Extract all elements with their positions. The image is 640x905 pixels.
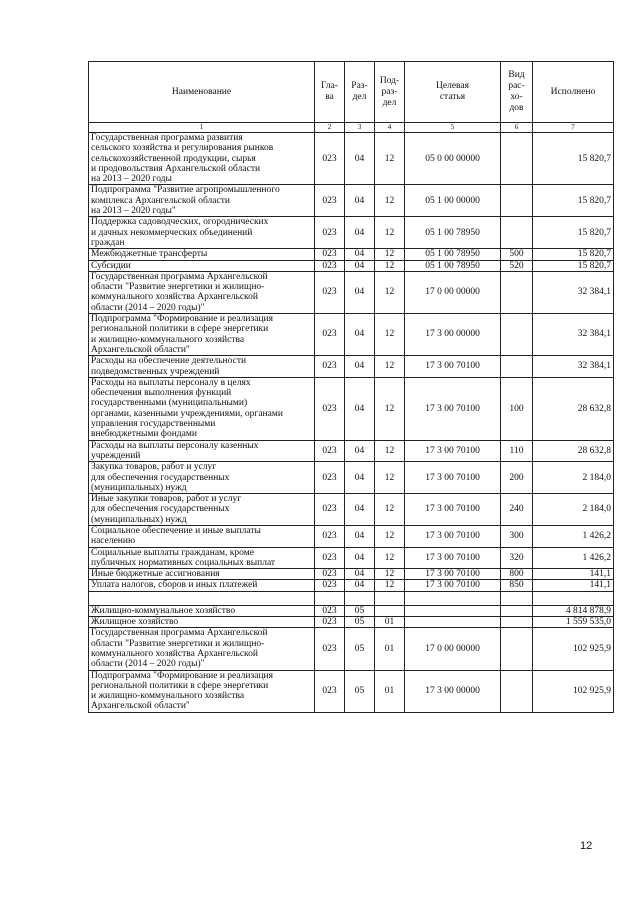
table-row — [89, 314, 614, 356]
column-number: 7 — [533, 123, 614, 133]
row-glava: 023 — [315, 569, 345, 580]
row-value: 1 426,2 — [533, 547, 614, 569]
row-vid — [501, 271, 533, 313]
row-value: 2 184,0 — [533, 494, 614, 526]
row-razdel: 05 — [345, 628, 375, 670]
row-name: Уплата налогов, сборов и иных платежей — [89, 580, 315, 591]
table-row — [89, 525, 614, 547]
column-number: 2 — [315, 123, 345, 133]
row-target: 17 3 00 00000 — [405, 314, 501, 356]
row-razdel: 04 — [345, 217, 375, 249]
row-value: 32 384,1 — [533, 356, 614, 378]
row-name: Государственная программа Архангельской области "Развитие энергетики и жилищно- коммунального хозяйства Архангельской области (2014 – 2020 годы)" — [89, 271, 315, 313]
table-row — [89, 617, 614, 628]
row-podrazdel: 12 — [375, 185, 405, 217]
row-vid: 520 — [501, 260, 533, 271]
row-vid: 800 — [501, 569, 533, 580]
row-razdel: 04 — [345, 314, 375, 356]
row-razdel: 05 — [345, 670, 375, 712]
header-target: Целевая статья — [405, 62, 501, 123]
row-podrazdel: 12 — [375, 356, 405, 378]
row-glava — [315, 591, 345, 605]
row-vid — [501, 617, 533, 628]
row-vid — [501, 133, 533, 185]
table-row — [89, 670, 614, 712]
row-vid — [501, 314, 533, 356]
row-podrazdel: 12 — [375, 462, 405, 494]
row-value: 141,1 — [533, 580, 614, 591]
budget-table — [88, 61, 614, 713]
row-glava: 023 — [315, 494, 345, 526]
row-razdel: 04 — [345, 271, 375, 313]
row-vid: 240 — [501, 494, 533, 526]
row-value — [533, 591, 614, 605]
row-glava: 023 — [315, 440, 345, 462]
row-razdel: 04 — [345, 494, 375, 526]
row-podrazdel: 12 — [375, 260, 405, 271]
row-value: 32 384,1 — [533, 314, 614, 356]
row-target: 17 3 00 00000 — [405, 670, 501, 712]
row-glava: 023 — [315, 580, 345, 591]
row-name: Расходы на выплаты персоналу казенных учреждений — [89, 440, 315, 462]
row-target: 05 1 00 78950 — [405, 260, 501, 271]
row-target: 17 3 00 70100 — [405, 525, 501, 547]
row-razdel: 04 — [345, 185, 375, 217]
row-glava: 023 — [315, 547, 345, 569]
column-number: 6 — [501, 123, 533, 133]
header-razdel: Раз- дел — [345, 62, 375, 123]
row-glava: 023 — [315, 133, 345, 185]
table-row — [89, 377, 614, 440]
column-number: 4 — [375, 123, 405, 133]
row-value: 15 820,7 — [533, 217, 614, 249]
row-name: Жилищное хозяйство — [89, 617, 315, 628]
row-vid: 100 — [501, 377, 533, 440]
row-name: Закупка товаров, работ и услуг для обеспечения государственных (муниципальных) нужд — [89, 462, 315, 494]
row-vid: 200 — [501, 462, 533, 494]
table-row — [89, 133, 614, 185]
row-podrazdel: 01 — [375, 670, 405, 712]
row-name: Подпрограмма "Развитие агропромышленного комплекса Архангельской области на 2013 – 2020 годы" — [89, 185, 315, 217]
row-name: Субсидии — [89, 260, 315, 271]
row-value: 2 184,0 — [533, 462, 614, 494]
row-name: Иные бюджетные ассигнования — [89, 569, 315, 580]
row-target: 17 0 00 00000 — [405, 271, 501, 313]
row-glava: 023 — [315, 617, 345, 628]
row-glava: 023 — [315, 314, 345, 356]
table-row — [89, 185, 614, 217]
row-vid — [501, 628, 533, 670]
row-name: Жилищно-коммунальное хозяйство — [89, 605, 315, 616]
row-value: 28 632,8 — [533, 377, 614, 440]
row-value: 141,1 — [533, 569, 614, 580]
row-podrazdel: 12 — [375, 580, 405, 591]
row-vid: 110 — [501, 440, 533, 462]
row-glava: 023 — [315, 185, 345, 217]
row-podrazdel: 12 — [375, 217, 405, 249]
row-name: Государственная программа развития сельского хозяйства и регулирования рынков сельскохозяйственной продукции, сырья и продовольствия Архангельской области на 2013 – 2020 годы — [89, 133, 315, 185]
header-glava: Гла- ва — [315, 62, 345, 123]
row-target: 05 1 00 78950 — [405, 249, 501, 260]
row-podrazdel: 12 — [375, 547, 405, 569]
row-value: 102 925,9 — [533, 628, 614, 670]
row-target — [405, 591, 501, 605]
row-glava: 023 — [315, 249, 345, 260]
row-vid — [501, 670, 533, 712]
table-row — [89, 591, 614, 605]
column-number: 5 — [405, 123, 501, 133]
row-vid — [501, 591, 533, 605]
row-name: Социальные выплаты гражданам, кроме публичных нормативных социальных выплат — [89, 547, 315, 569]
table-body — [89, 133, 614, 713]
row-value: 28 632,8 — [533, 440, 614, 462]
row-razdel: 04 — [345, 440, 375, 462]
row-razdel: 05 — [345, 605, 375, 616]
row-name: Поддержка садоводческих, огороднических и дачных некоммерческих объединений граждан — [89, 217, 315, 249]
column-number: 1 — [89, 123, 315, 133]
row-razdel — [345, 591, 375, 605]
row-razdel: 04 — [345, 547, 375, 569]
row-glava: 023 — [315, 462, 345, 494]
row-razdel: 04 — [345, 133, 375, 185]
row-value: 15 820,7 — [533, 260, 614, 271]
header-row — [89, 62, 614, 123]
row-name: Подпрограмма "Формирование и реализация региональной политики в сфере энергетики и жилищно-коммунального хозяйства Архангельской области" — [89, 670, 315, 712]
table-row — [89, 605, 614, 616]
row-podrazdel: 12 — [375, 440, 405, 462]
row-value: 15 820,7 — [533, 133, 614, 185]
row-target — [405, 605, 501, 616]
row-vid: 300 — [501, 525, 533, 547]
row-glava: 023 — [315, 217, 345, 249]
row-glava: 023 — [315, 525, 345, 547]
row-razdel: 05 — [345, 617, 375, 628]
row-vid — [501, 605, 533, 616]
row-value: 1 426,2 — [533, 525, 614, 547]
row-target: 17 3 00 70100 — [405, 569, 501, 580]
row-target: 17 3 00 70100 — [405, 440, 501, 462]
row-podrazdel: 12 — [375, 271, 405, 313]
table-row — [89, 494, 614, 526]
table-row — [89, 547, 614, 569]
row-value: 15 820,7 — [533, 185, 614, 217]
row-name — [89, 591, 315, 605]
row-glava: 023 — [315, 271, 345, 313]
row-vid: 500 — [501, 249, 533, 260]
row-name: Межбюджетные трансферты — [89, 249, 315, 260]
row-target: 17 3 00 70100 — [405, 580, 501, 591]
row-podrazdel: 12 — [375, 569, 405, 580]
row-razdel: 04 — [345, 356, 375, 378]
row-podrazdel: 12 — [375, 249, 405, 260]
row-vid: 850 — [501, 580, 533, 591]
row-podrazdel — [375, 591, 405, 605]
table-row — [89, 249, 614, 260]
table-row — [89, 440, 614, 462]
table-row — [89, 260, 614, 271]
row-target: 17 3 00 70100 — [405, 494, 501, 526]
row-podrazdel: 12 — [375, 133, 405, 185]
table-row — [89, 356, 614, 378]
row-value: 1 559 535,0 — [533, 617, 614, 628]
row-target: 05 1 00 78950 — [405, 217, 501, 249]
row-podrazdel: 12 — [375, 525, 405, 547]
header-name: Наименование — [89, 62, 315, 123]
row-value: 32 384,1 — [533, 271, 614, 313]
row-glava: 023 — [315, 377, 345, 440]
row-vid — [501, 356, 533, 378]
column-number-row — [89, 123, 614, 133]
row-glava: 023 — [315, 356, 345, 378]
row-vid: 320 — [501, 547, 533, 569]
row-razdel: 04 — [345, 580, 375, 591]
table-row — [89, 217, 614, 249]
row-podrazdel: 12 — [375, 314, 405, 356]
row-name: Подпрограмма "Формирование и реализация региональной политики в сфере энергетики и жилищно-коммунального хозяйства Архангельской области" — [89, 314, 315, 356]
table-row — [89, 569, 614, 580]
row-podrazdel — [375, 605, 405, 616]
row-value: 15 820,7 — [533, 249, 614, 260]
row-name: Государственная программа Архангельской области "Развитие энергетики и жилищно- коммунального хозяйства Архангельской области (2014 – 2020 годы)" — [89, 628, 315, 670]
row-target: 17 3 00 70100 — [405, 547, 501, 569]
row-target: 05 0 00 00000 — [405, 133, 501, 185]
header-podrazdel: Под- раз- дел — [375, 62, 405, 123]
table-row — [89, 580, 614, 591]
row-glava: 023 — [315, 605, 345, 616]
row-target: 17 3 00 70100 — [405, 462, 501, 494]
row-glava: 023 — [315, 260, 345, 271]
row-podrazdel: 12 — [375, 377, 405, 440]
table-row — [89, 271, 614, 313]
row-target: 05 1 00 00000 — [405, 185, 501, 217]
row-value: 102 925,9 — [533, 670, 614, 712]
row-podrazdel: 12 — [375, 494, 405, 526]
row-target: 17 3 00 70100 — [405, 356, 501, 378]
row-target: 17 0 00 00000 — [405, 628, 501, 670]
row-glava: 023 — [315, 628, 345, 670]
row-glava: 023 — [315, 670, 345, 712]
row-vid — [501, 217, 533, 249]
row-razdel: 04 — [345, 260, 375, 271]
column-number: 3 — [345, 123, 375, 133]
header-vid: Вид рас- хо- дов — [501, 62, 533, 123]
row-podrazdel: 01 — [375, 628, 405, 670]
row-value: 4 814 878,9 — [533, 605, 614, 616]
row-target — [405, 617, 501, 628]
row-vid — [501, 185, 533, 217]
header-executed: Исполнено — [533, 62, 614, 123]
table-row — [89, 628, 614, 670]
row-razdel: 04 — [345, 462, 375, 494]
row-name: Расходы на обеспечение деятельности подведомственных учреждений — [89, 356, 315, 378]
row-name: Расходы на выплаты персоналу в целях обеспечения выполнения функций государственными (муниципальными) органами, казенными учреждениями, органами управления государственными внебюджетными фондами — [89, 377, 315, 440]
row-razdel: 04 — [345, 249, 375, 260]
row-razdel: 04 — [345, 525, 375, 547]
row-name: Социальное обеспечение и иные выплаты населению — [89, 525, 315, 547]
row-razdel: 04 — [345, 569, 375, 580]
row-podrazdel: 01 — [375, 617, 405, 628]
page-number: 12 — [580, 840, 593, 852]
row-name: Иные закупки товаров, работ и услуг для обеспечения государственных (муниципальных) нужд — [89, 494, 315, 526]
row-razdel: 04 — [345, 377, 375, 440]
table-row — [89, 462, 614, 494]
row-target: 17 3 00 70100 — [405, 377, 501, 440]
